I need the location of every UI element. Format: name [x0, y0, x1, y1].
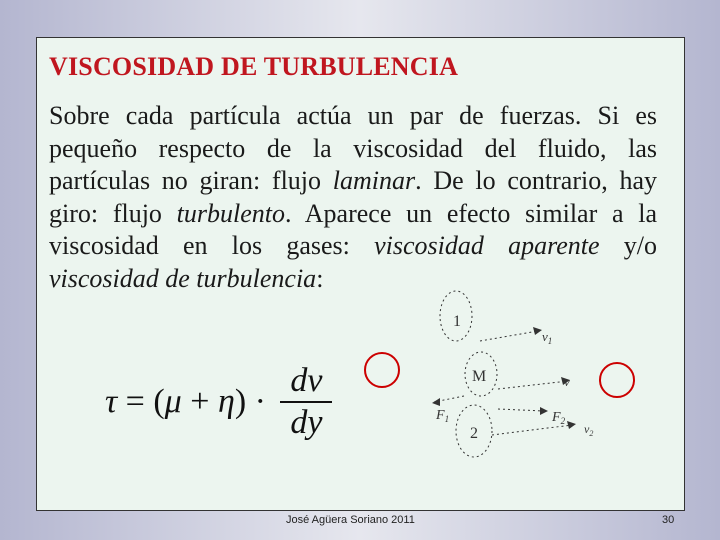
emphasis-laminar: laminar — [332, 166, 416, 195]
label-f1-sub: 1 — [444, 414, 450, 424]
label-v2: v — [584, 422, 590, 436]
velocity-v1-line — [480, 331, 538, 341]
formula-fraction — [280, 361, 332, 443]
page-number: 30 — [662, 514, 675, 526]
velocity-v2-line — [492, 425, 572, 435]
body-text — [49, 100, 657, 295]
formula-eta: η — [217, 383, 235, 420]
svg-text:v1 — [542, 329, 552, 346]
slide-title: VISCOSIDAD DE TURBULENCIA — [49, 52, 459, 81]
body-text-part: . De lo contrario, hay giro: flujo — [49, 166, 657, 228]
highlight-circle-right — [600, 363, 634, 397]
body-text-part: Sobre cada partícula actúa un par de fuerzas. Si es pequeño respecto de la viscosidad del fluido, las partículas no giran: flujo — [49, 101, 657, 195]
formula-mu: μ — [164, 383, 182, 420]
velocity-v-line — [498, 381, 568, 389]
formula-close: ) · — [234, 383, 275, 420]
label-v: v — [564, 374, 570, 389]
formula-plus: + — [181, 383, 218, 420]
emphasis-viscosidad-turbulencia: viscosidad de turbulencia — [49, 263, 317, 293]
formula-numerator: dv — [290, 362, 323, 399]
label-f1: F — [436, 408, 445, 423]
arrow-head-icon — [432, 398, 440, 406]
svg-text:F1 — [435, 408, 449, 424]
label-f2-sub: 2 — [560, 416, 566, 426]
label-v1-sub: 1 — [547, 336, 553, 346]
formula-denominator: dy — [290, 404, 323, 441]
particle-diagram — [352, 283, 652, 463]
arrow-head-icon — [533, 327, 542, 335]
arrow-head-icon — [540, 407, 548, 415]
arrow-head-icon — [567, 421, 576, 429]
highlight-circle-left — [365, 353, 399, 387]
emphasis-viscosidad-aparente: viscosidad aparente — [374, 231, 600, 260]
slide — [36, 37, 685, 511]
viscosity-formula — [105, 352, 332, 452]
svg-text:v2 — [584, 422, 593, 438]
body-text-part: . Aparece un efecto similar a la viscosidad en los gases: — [49, 198, 657, 260]
particle-1-label: 1 — [453, 313, 461, 330]
footer-author: José Agüera Soriano 2011 — [286, 514, 415, 526]
label-v1: v — [542, 329, 548, 344]
svg-text:F2 — [551, 410, 566, 426]
formula-tau: τ — [105, 383, 118, 420]
body-text-part: : — [316, 263, 324, 293]
label-f2: F — [552, 410, 561, 425]
particle-m-label: M — [472, 368, 487, 385]
body-text-part: y/o — [599, 231, 657, 260]
particle-2-label: 2 — [470, 425, 478, 442]
formula-equals: = ( — [117, 383, 165, 420]
label-v2-sub: 2 — [589, 429, 594, 438]
force-f2-line — [498, 409, 544, 411]
emphasis-turbulento: turbulento — [176, 198, 285, 228]
